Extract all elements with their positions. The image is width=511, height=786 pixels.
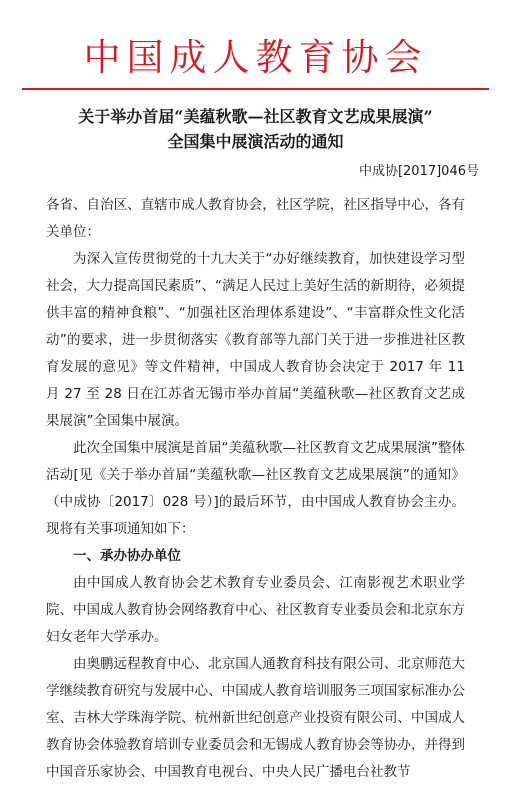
body-paragraph-1: 为深入宣传贯彻党的十九大关于“办好继续教育，加快建设学习型社会，大力提高国民素质”、“满足人民过上美好生活的新期待，必须提供丰富的精神食粮”、“加强社区治理体系建设”、“丰富群众性文化活动”的要求，进一步贯彻落实《教育部等九部门关于进一步推进社区教育发展的意见》等文件精神，中国成人教育协会决定于 2017 年 11 月 27 至 28 日在江苏省无锡市举办首届“美蕴秋歌—社区教育文艺成果展演”全国集中展演。 — [46, 251, 465, 429]
section-heading-1: 一、承办协办单位 — [73, 548, 181, 564]
body-paragraph-2: 此次全国集中展演是首届“美蕴秋歌—社区教育文艺成果展演”整体活动[见《关于举办首届“美蕴秋歌—社区教育文艺成果展演”的通知》（中成协〔2017〕028 号）]的最后环节，由中国成人教育协会主办。现将有关事项通知如下： — [46, 440, 465, 537]
section-1-paragraph-1: 由中国成人教育协会艺术教育专业委员会、江南影视艺术职业学院、中国成人教育协会网络教育中心、社区教育专业委员会和北京东方妇女老年大学承办。 — [46, 575, 465, 645]
letterhead-divider — [22, 88, 489, 90]
document-number: 中成协[2017]046号 — [358, 164, 479, 179]
notice-title-line-2: 全国集中展演活动的通知 — [167, 132, 344, 151]
salutation: 各省、自治区、直辖市成人教育协会，社区学院，社区指导中心，各有关单位： — [46, 197, 465, 240]
letterhead-title: 中国成人教育协会 — [83, 36, 428, 79]
section-1-paragraph-2: 由奥鹏远程教育中心、北京国人通教育科技有限公司、北京师范大学继续教育研究与发展中心、中国成人教育培训服务三项国家标准办公室、吉林大学珠海学院、杭州新世纪创意产业投资有限公司、中国成人教育协会体验教育培训专业委员会和无锡成人教育协会等协办，并得到中国音乐家协会、中国教育电视台、中央人民广播电台社教节 — [46, 656, 465, 780]
notice-title — [46, 104, 465, 154]
notice-title-line-1: 关于举办首届“美蕴秋歌—社区教育文艺成果展演” — [78, 107, 433, 126]
notice-body — [46, 192, 465, 786]
